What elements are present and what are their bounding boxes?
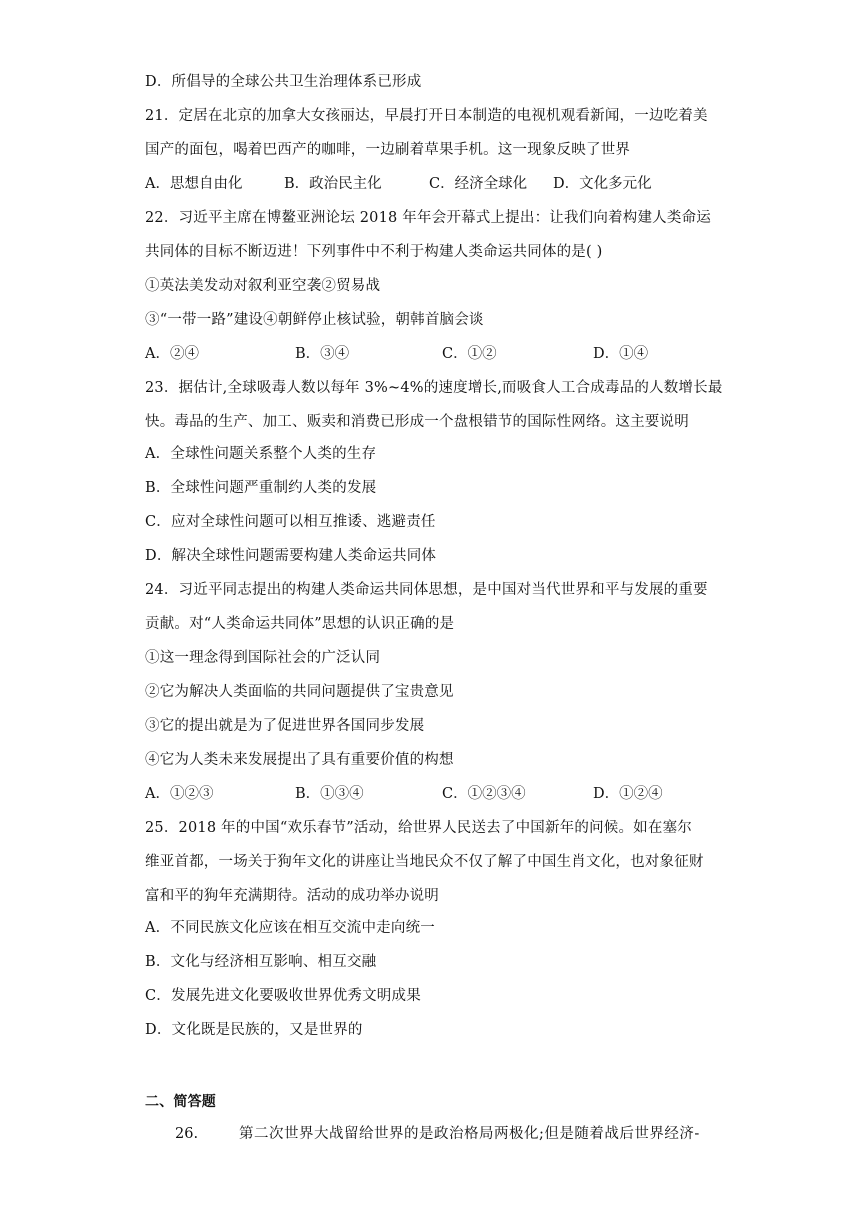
q22-stem-line1: 22．习近平主席在博鳌亚洲论坛 2018 年年会开幕式上提出：让我们向着构建人类命运 xyxy=(145,210,711,226)
q22-option-c: C．①② xyxy=(442,346,497,362)
q21-stem-line1: 21．定居在北京的加拿大女孩丽达，早晨打开日本制造的电视机观看新闻，一边吃着美 xyxy=(145,108,708,124)
q23-option-c: C．应对全球性问题可以相互推诿、逃避责任 xyxy=(145,514,436,530)
q24-item-1: ①这一理念得到国际社会的广泛认同 xyxy=(145,650,381,666)
q20-option-d: D．所倡导的全球公共卫生治理体系已形成 xyxy=(145,74,422,90)
q23-option-b: B．全球性问题严重制约人类的发展 xyxy=(145,480,377,496)
q25-stem-line1: 25．2018 年的中国“欢乐春节”活动，给世界人民送去了中国新年的问候。如在塞尔 xyxy=(145,820,692,836)
q26-number: 26. xyxy=(175,1126,199,1142)
q24-item-4: ④它为人类未来发展提出了具有重要价值的构想 xyxy=(145,752,454,768)
q24-option-b: B．①③④ xyxy=(295,786,364,802)
q22-option-a: A．②④ xyxy=(145,346,199,362)
q23-stem-line2: 快。毒品的生产、加工、贩卖和消费已形成一个盘根错节的国际性网络。这主要说明 xyxy=(145,414,689,430)
q21-option-a: A．思想自由化 xyxy=(145,176,243,192)
q24-option-c: C．①②③④ xyxy=(442,786,526,802)
q24-option-d: D．①②④ xyxy=(593,786,663,802)
section-title: 二、简答题 xyxy=(145,1094,216,1110)
q26-text: 第二次世界大战留给世界的是政治格局两极化;但是随着战后世界经济- xyxy=(239,1126,700,1142)
q25-option-c: C．发展先进文化要吸收世界优秀文明成果 xyxy=(145,988,421,1004)
q25-option-d: D．文化既是民族的，又是世界的 xyxy=(145,1022,363,1038)
q22-item-line2: ③“一带一路”建设④朝鲜停止核试验，朝韩首脑会谈 xyxy=(145,312,484,328)
q23-stem-line1: 23．据估计,全球吸毒人数以每年 3%~4%的速度增长,而吸食人工合成毒品的人数增长最 xyxy=(145,380,723,396)
q21-option-b: B．政治民主化 xyxy=(284,176,382,192)
q21-stem-line2: 国产的面包，喝着巴西产的咖啡，一边刷着草果手机。这一现象反映了世界 xyxy=(145,142,631,158)
q25-option-b: B．文化与经济相互影响、相互交融 xyxy=(145,954,377,970)
q23-option-d: D．解决全球性问题需要构建人类命运共同体 xyxy=(145,548,437,564)
q24-stem-line1: 24．习近平同志提出的构建人类命运共同体思想，是中国对当代世界和平与发展的重要 xyxy=(145,582,708,598)
q25-option-a: A．不同民族文化应该在相互交流中走向统一 xyxy=(145,920,435,936)
q22-stem-line2: 共同体的目标不断迈进！下列事件中不利于构建人类命运共同体的是( ) xyxy=(145,244,603,260)
q22-item-line1: ①英法美发动对叙利亚空袭②贸易战 xyxy=(145,278,381,294)
q25-stem-line3: 富和平的狗年充满期待。活动的成功举办说明 xyxy=(145,888,439,904)
q24-item-3: ③它的提出就是为了促进世界各国同步发展 xyxy=(145,718,425,734)
q24-item-2: ②它为解决人类面临的共同问题提供了宝贵意见 xyxy=(145,684,454,700)
q22-option-d: D．①④ xyxy=(593,346,649,362)
q21-option-c: C．经济全球化 xyxy=(429,176,528,192)
q22-option-b: B．③④ xyxy=(295,346,350,362)
q24-stem-line2: 贡献。对“人类命运共同体”思想的认识正确的是 xyxy=(145,616,455,632)
q25-stem-line2: 维亚首都，一场关于狗年文化的讲座让当地民众不仅了解了中国生肖文化，也对象征财 xyxy=(145,854,704,870)
q23-option-a: A．全球性问题关系整个人类的生存 xyxy=(145,446,377,462)
q24-option-a: A．①②③ xyxy=(145,786,214,802)
q21-option-d: D．文化多元化 xyxy=(553,176,652,192)
